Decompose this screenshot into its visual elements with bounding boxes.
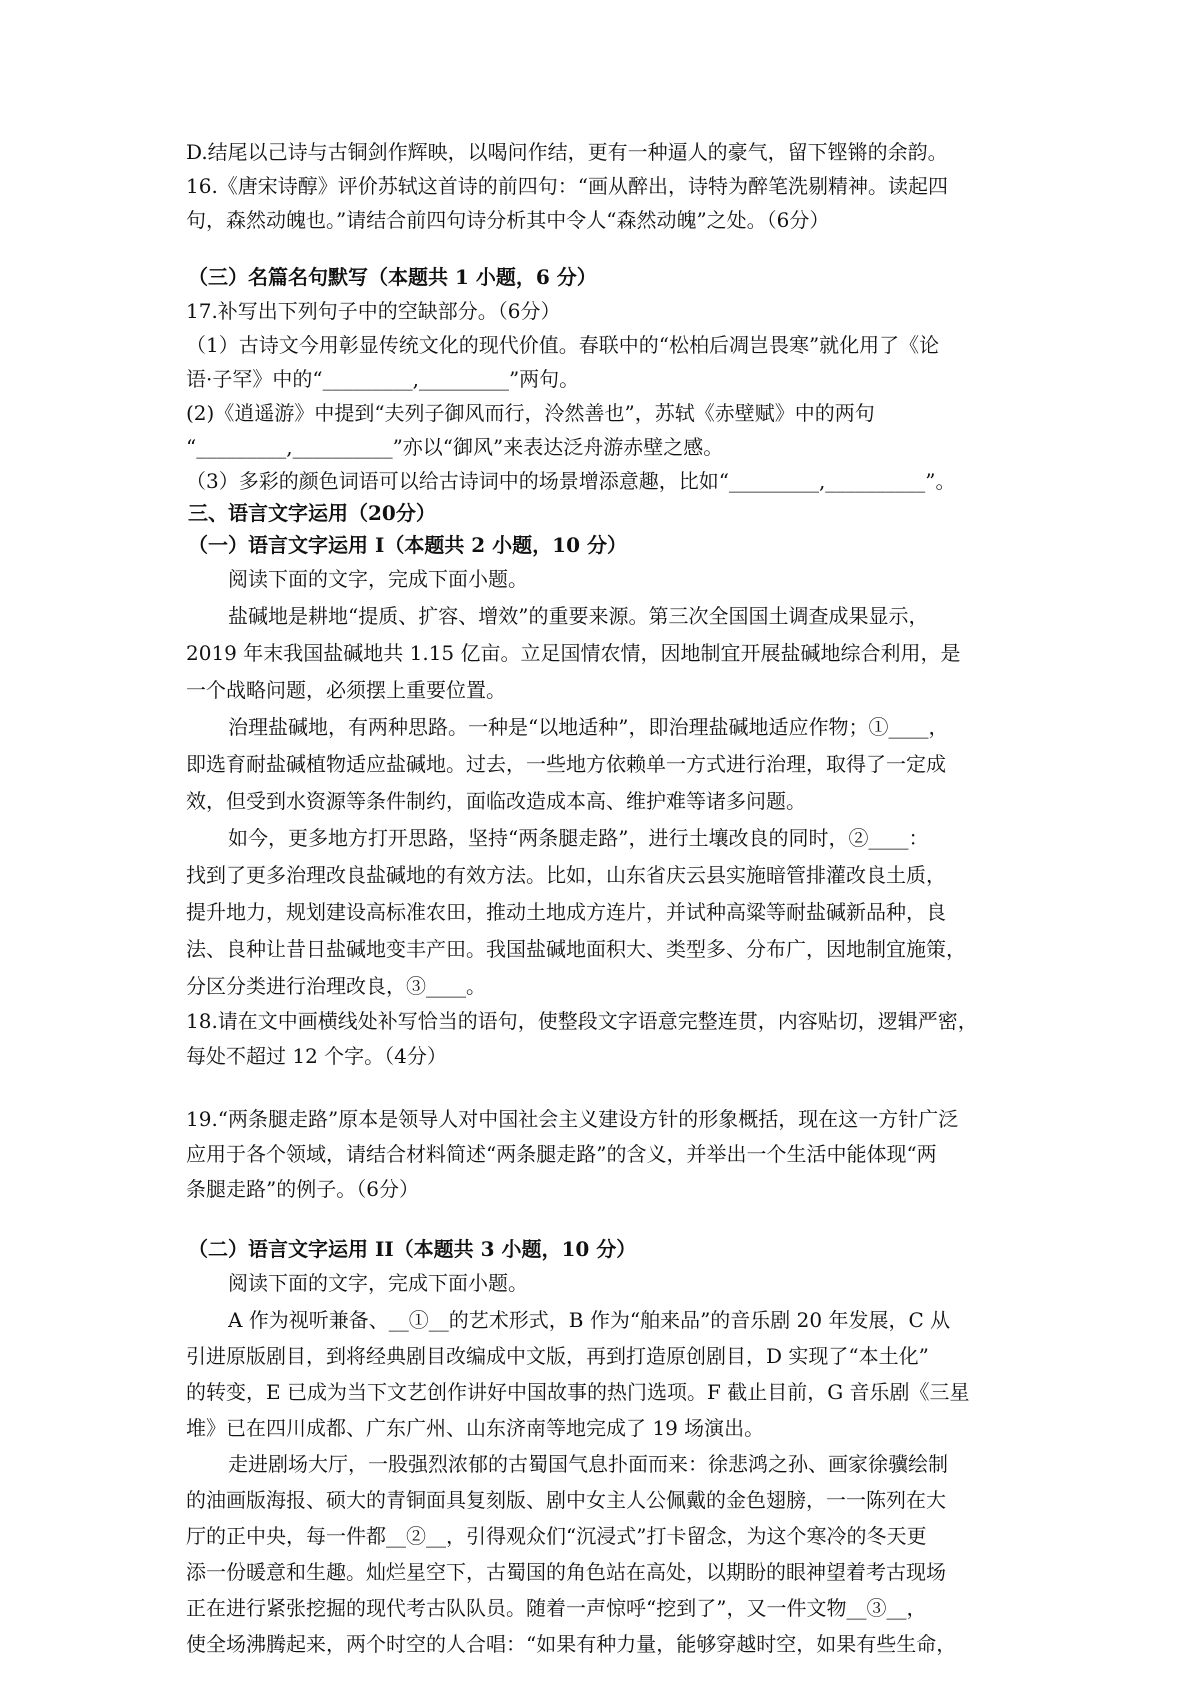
- question-16: 16.《唐宋诗醇》评价苏轼这首诗的前四句：“画从醉出，诗特为醉笔洗剔精神。读起四: [186, 174, 949, 198]
- passage1-line: 找到了更多治理改良盐碱地的有效方法。比如，山东省庆云县实施暗管排灌改良土质，: [186, 863, 946, 887]
- section-heading-language-use: 三、语言文字运用（20分）: [188, 501, 436, 525]
- passage2-line: 厅的正中央，每一件都__②__，引得观众们“沉浸式”打卡留念，为这个寒冷的冬天更: [186, 1524, 927, 1548]
- question-17: 17.补写出下列句子中的空缺部分。（6分）: [186, 299, 561, 323]
- subsection-heading-language-use-1: （一）语言文字运用 I（本题共 2 小题，10 分）: [188, 533, 627, 557]
- passage2-line: 引进原版剧目，到将经典剧目改编成中文版，再到打造原创剧目，D 实现了“本土化”: [186, 1344, 929, 1368]
- passage1-line: 治理盐碱地，有两种思路。一种是“以地适种”，即治理盐碱地适应作物；①____，: [228, 715, 949, 739]
- passage1-line: 盐碱地是耕地“提质、扩容、增效”的重要来源。第三次全国国土调查成果显示，: [228, 604, 929, 628]
- passage2-line: 堆》已在四川成都、广东广州、山东济南等地完成了 19 场演出。: [186, 1416, 765, 1440]
- passage1-line: 分区分类进行治理改良，③____。: [186, 974, 486, 998]
- question-17-part3: （3）多彩的颜色词语可以给古诗词中的场景增添意趣，比如“_________,__________”。: [186, 469, 956, 493]
- question-16-cont: 句，森然动魄也。”请结合前四句诗分析其中令人“森然动魄”之处。（6分）: [186, 208, 830, 232]
- passage1-line: 即选育耐盐碱植物适应盐碱地。过去，一些地方依赖单一方式进行治理，取得了一定成: [186, 752, 946, 776]
- passage2-line: 的油画版海报、硕大的青铜面具复刻版、剧中女主人公佩戴的金色翅膀，一一陈列在大: [186, 1488, 946, 1512]
- passage1-line: 法、良种让昔日盐碱地变丰产田。我国盐碱地面积大、类型多、分布广，因地制宜施策，: [186, 937, 966, 961]
- passage1-line: 如今，更多地方打开思路，坚持“两条腿走路”，进行土壤改良的同时，②____：: [228, 826, 929, 850]
- question-18-cont: 每处不超过 12 个字。（4分）: [186, 1044, 447, 1068]
- question-17-part1-cont: 语·子罕》中的“_________,_________”两句。: [186, 367, 580, 391]
- reading-instruction-2: 阅读下面的文字，完成下面小题。: [228, 1271, 528, 1295]
- subsection-heading-language-use-2: （二）语言文字运用 II（本题共 3 小题，10 分）: [188, 1237, 637, 1261]
- passage2-line: 的转变，E 已成为当下文艺创作讲好中国故事的热门选项。F 截止目前，G 音乐剧《三星: [186, 1380, 970, 1404]
- question-19-cont: 应用于各个领域，请结合材料简述“两条腿走路”的含义，并举出一个生活中能体现“两: [186, 1142, 937, 1166]
- question-19: 19.“两条腿走路”原本是领导人对中国社会主义建设方针的形象概括，现在这一方针广泛: [186, 1107, 959, 1131]
- passage2-line: 添一份暖意和生趣。灿烂星空下，古蜀国的角色站在高处，以期盼的眼神望着考古现场: [186, 1560, 946, 1584]
- section-heading-famous-lines: （三）名篇名句默写（本题共 1 小题，6 分）: [188, 265, 597, 289]
- question-19-cont: 条腿走路”的例子。（6分）: [186, 1177, 419, 1201]
- passage1-line: 效，但受到水资源等条件制约，面临改造成本高、维护难等诸多问题。: [186, 789, 806, 813]
- option-d: D.结尾以己诗与古铜剑作辉映，以喝问作结，更有一种逼人的豪气，留下铿锵的余韵。: [186, 140, 948, 164]
- passage1-line: 一个战略问题，必须摆上重要位置。: [186, 678, 506, 702]
- question-17-part2: (2)《逍遥游》中提到“夫列子御风而行，泠然善也”，苏轼《赤壁赋》中的两句: [186, 401, 875, 425]
- question-18: 18.请在文中画横线处补写恰当的语句，使整段文字语意完整连贯，内容贴切，逻辑严密，: [186, 1009, 978, 1033]
- question-17-part1: （1）古诗文今用彰显传统文化的现代价值。春联中的“松柏后凋岂畏寒”就化用了《论: [186, 333, 940, 357]
- passage1-line: 提升地力，规划建设高标准农田，推动土地成方连片，并试种高粱等耐盐碱新品种，良: [186, 900, 946, 924]
- passage2-line: A 作为视听兼备、__①__的艺术形式，B 作为“舶来品”的音乐剧 20 年发展，C 从: [228, 1308, 951, 1332]
- reading-instruction-1: 阅读下面的文字，完成下面小题。: [228, 567, 528, 591]
- passage1-line: 2019 年末我国盐碱地共 1.15 亿亩。立足国情农情，因地制宜开展盐碱地综合利用，是: [186, 641, 961, 665]
- passage2-line: 正在进行紧张挖掘的现代考古队队员。随着一声惊呼“挖到了”，又一件文物__③__，: [186, 1596, 927, 1620]
- passage2-line: 使全场沸腾起来，两个时空的人合唱：“如果有种力量，能够穿越时空，如果有些生命，: [186, 1632, 957, 1656]
- passage2-line: 走进剧场大厅，一股强烈浓郁的古蜀国气息扑面而来：徐悲鸿之孙、画家徐骥绘制: [228, 1452, 948, 1476]
- question-17-part2-cont: “_________,__________”亦以“御风”来表达泛舟游赤壁之感。: [186, 435, 724, 459]
